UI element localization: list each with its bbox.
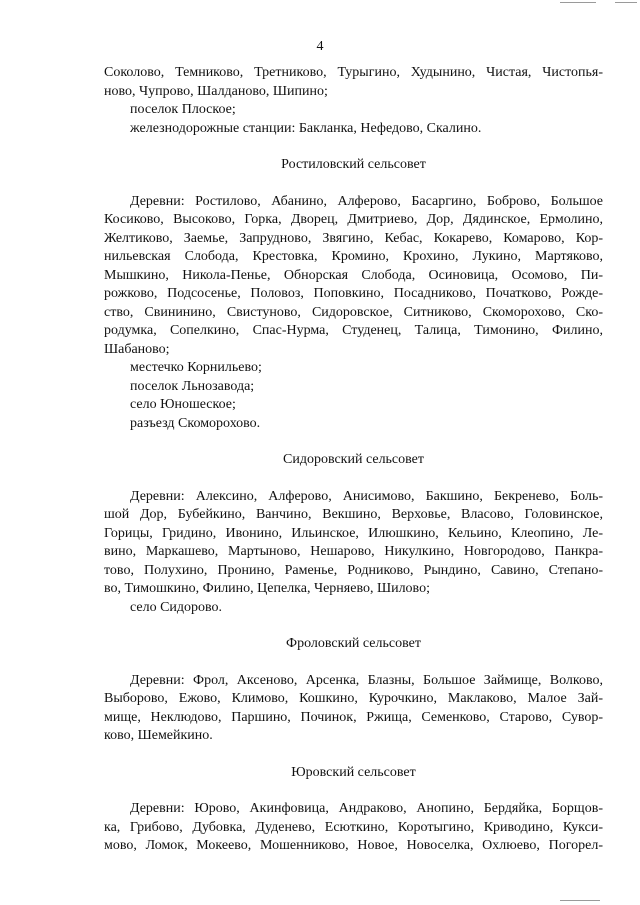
text-line: Деревни: Алексино, Алферово, Анисимово, Бакшино, Бекренево, Боль- bbox=[130, 488, 603, 504]
section-sidorovsky bbox=[104, 451, 603, 617]
scan-mark-top-right bbox=[560, 2, 596, 3]
list-item: разъезд Скоморохово. bbox=[130, 415, 261, 431]
text-line: Шабаново; bbox=[104, 341, 170, 357]
text-line: ка, Грибово, Дубовка, Дуденево, Есюткино, Коротыгино, Криводино, Кукси- bbox=[104, 819, 603, 835]
scan-mark-bottom-right bbox=[560, 900, 600, 901]
text-line: ново, Чупрово, Шалданово, Шипино; bbox=[104, 83, 328, 99]
list-item: село Юношеское; bbox=[130, 397, 236, 412]
text-line: шой Дор, Бубейкино, Ванчино, Векшино, Верховье, Власово, Головинское, bbox=[104, 507, 603, 522]
text-line: вино, Маркашево, Мартыново, Нешарово, Никулкино, Новгородово, Панкра- bbox=[104, 544, 603, 559]
continuation-block bbox=[104, 64, 603, 138]
text-line: Деревни: Ростилово, Абанино, Алферово, Басаргино, Боброво, Большое bbox=[130, 193, 603, 209]
section-title: Сидоровский сельсовет bbox=[282, 452, 425, 467]
section-title: Юровский сельсовет bbox=[291, 764, 416, 780]
text-line: Желтиково, Заемье, Запрудново, Звягино, Кебас, Кокарево, Комарово, Кор- bbox=[104, 230, 603, 246]
section-title: Ростиловский сельсовет bbox=[281, 157, 426, 172]
list-item: поселок Плоское; bbox=[130, 102, 236, 117]
text-line: родумка, Сопелкино, Спас-Нурма, Студенец, Талица, Тимонино, Филино, bbox=[104, 323, 603, 338]
text-line: Мышкино, Никола-Пенье, Обнорская Слобода, Осиновица, Осомово, Пи- bbox=[104, 267, 603, 283]
text-line: Горицы, Гридино, Ивонино, Ильинское, Илюшкино, Кельино, Клеопино, Ле- bbox=[104, 525, 603, 541]
text-line: мище, Неклюдово, Паршино, Починок, Ржища, Семенково, Старово, Сувор- bbox=[104, 709, 603, 725]
text-line: во, Тимошкино, Филино, Цепелка, Черняево, Шилово; bbox=[104, 581, 430, 596]
page-number: 4 bbox=[316, 39, 324, 54]
list-item: железнодорожные станции: Бакланка, Нефедово, Скалино. bbox=[130, 120, 482, 136]
list-item: местечко Корнильево; bbox=[130, 360, 262, 375]
section-frolovsky bbox=[104, 635, 603, 746]
text-line: ство, Свининино, Свистуново, Сидоровское, Ситниково, Скоморохово, Ско- bbox=[104, 304, 603, 320]
text-line: Деревни: Фрол, Аксеново, Арсенка, Блазны, Большое Займище, Волково, bbox=[130, 672, 603, 688]
text-line: ково, Шемейкино. bbox=[104, 728, 213, 743]
text-line: рожково, Подсосенье, Половоз, Поповкино, Посадниково, Початково, Рожде- bbox=[104, 286, 603, 301]
list-item: село Сидорово. bbox=[130, 599, 223, 615]
scan-mark-top-edge bbox=[615, 2, 637, 3]
text-line: тово, Полухино, Пронино, Раменье, Родниково, Рындино, Савино, Степано- bbox=[104, 562, 603, 578]
text-line: Выборово, Ежово, Климово, Кошкино, Курочкино, Маклаково, Малое Зай- bbox=[104, 691, 603, 706]
text-line: нильевская Слобода, Крестовка, Кромино, Крохино, Лукино, Мартяково, bbox=[104, 249, 603, 264]
text-line: Деревни: Юрово, Акинфовица, Андраково, Анопино, Бердяйка, Борщов- bbox=[130, 801, 603, 816]
section-title: Фроловский сельсовет bbox=[286, 636, 421, 651]
section-rostilovsky bbox=[104, 156, 603, 433]
section-yurovsky bbox=[104, 764, 603, 856]
text-line: мово, Ломок, Мокеево, Мошенниково, Новое, Новоселка, Охлюево, Погорел- bbox=[104, 838, 603, 853]
document-body bbox=[104, 64, 603, 856]
text-line: Соколово, Темниково, Третниково, Турыгино, Худынино, Чистая, Чистопья- bbox=[104, 65, 603, 80]
list-item: поселок Льнозавода; bbox=[130, 378, 255, 394]
text-line: Косиково, Высоково, Горка, Дворец, Дмитриево, Дор, Дядинское, Ермолино, bbox=[104, 212, 603, 227]
